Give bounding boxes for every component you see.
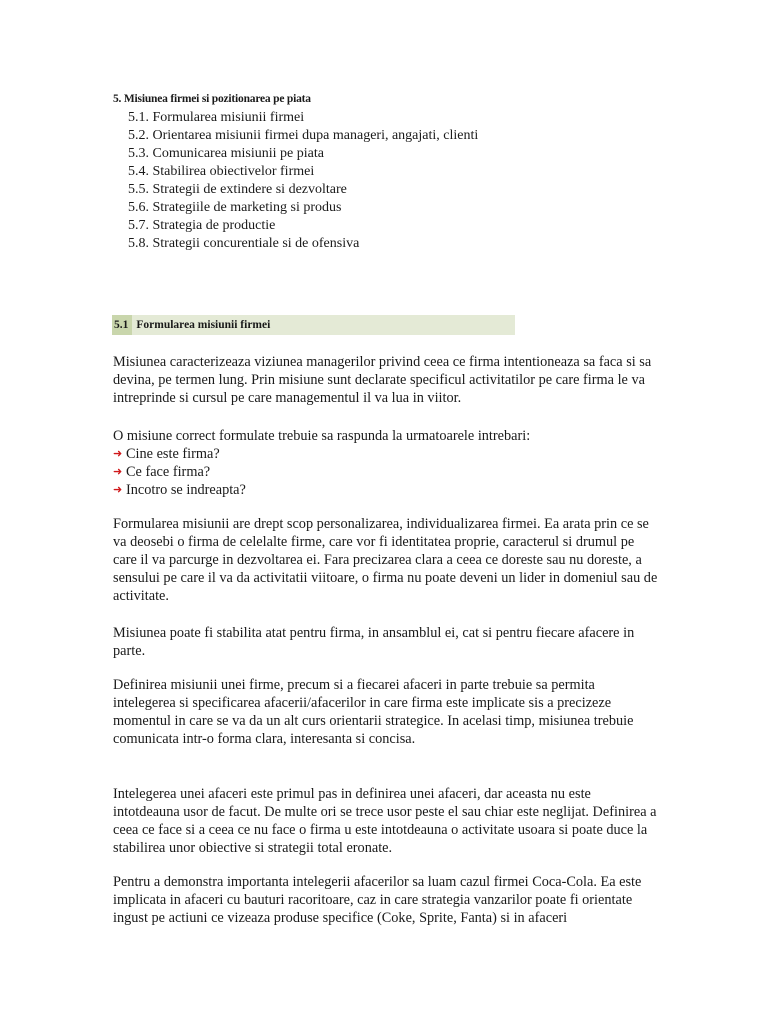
question-text: Incotro se indreapta? — [126, 482, 246, 498]
question-list — [113, 445, 246, 499]
toc-title: 5. Misiunea firmei si pozitionarea pe piata — [113, 93, 311, 105]
list-item — [113, 481, 246, 499]
paragraph-definition: Definirea misiunii unei firme, precum si a fiecarei afaceri in parte trebuie sa permita intelegerea si specificarea afacerii/afacerilor in care firma este implicate sis a precizeze momentul in care se va da un alt curs orientarii strategice. In acelasi timp, misiunea trebuie comunicata intr-o forma clara, interesanta si concisa. — [113, 677, 634, 747]
question-text: Cine este firma? — [126, 446, 220, 462]
question-text: Ce face firma? — [126, 464, 211, 480]
toc-item: 5.1. Formularea misiunii firmei — [128, 110, 305, 125]
toc-item: 5.4. Stabilirea obiectivelor firmei — [128, 164, 315, 179]
list-item — [113, 463, 246, 481]
section-title: Formularea misiunii firmei — [136, 319, 271, 331]
paragraph-formulation-purpose: Formularea misiunii are drept scop personalizarea, individualizarea firmei. Ea arata prin ce se va deosebi o firma de celelalte firme, care vor fi identitatea proprie, caracterul si drumul pe care il va parcurge in dezvoltarea ei. Fara precizarea clara a ceea ce doreste sau nu doreste, a sensului pe care il va da activitatii viitoare, o firma nu poate deveni un lider in domeniul sau de activitate. — [113, 516, 658, 604]
table-of-contents — [128, 109, 478, 253]
toc-item: 5.7. Strategia de productie — [128, 218, 276, 233]
paragraph-understanding: Intelegerea unei afaceri este primul pas in definirea unei afaceri, dar aceasta nu este intotdeauna usor de facut. De multe ori se trece usor peste el sau chiar este neglijat. Definirea a ceea ce face si a ceea ce nu face o firma u este intotdeauna o activitate usoara si poate duce la stabilirea unor obiective si strategii total eronate. — [113, 786, 657, 856]
section-header — [112, 315, 515, 335]
arrow-bullet-icon: ➜ — [113, 448, 123, 460]
arrow-bullet-icon: ➜ — [113, 484, 123, 496]
section-number: 5.1 — [112, 315, 132, 335]
toc-item: 5.2. Orientarea misiunii firmei dupa manageri, angajati, clienti — [128, 128, 479, 143]
paragraph-mission-definition: Misiunea caracterizeaza viziunea managerilor privind ceea ce firma intentioneaza sa faca si sa devina, pe termen lung. Prin misiune sunt declarate specificul activitatilor pe care firma le va intreprinde si cursul pe care managementul il va lua in viitor. — [113, 354, 652, 406]
arrow-bullet-icon: ➜ — [113, 466, 123, 478]
paragraph-scope: Misiunea poate fi stabilita atat pentru firma, in ansamblul ei, cat si pentru fiecare afacere in parte. — [113, 625, 635, 659]
paragraph-coca-cola-example: Pentru a demonstra importanta intelegerii afacerilor sa luam cazul firmei Coca-Cola. Ea este implicata in afaceri cu bauturi racoritoare, caz in care strategia vanzarilor poate fi orientate ingust pe actiuni ce vizeaza produse specifice (Coke, Sprite, Fanta) si in afaceri — [113, 874, 642, 926]
list-item — [113, 445, 246, 463]
toc-item: 5.6. Strategiile de marketing si produs — [128, 200, 342, 215]
toc-item: 5.5. Strategii de extindere si dezvoltare — [128, 182, 347, 197]
paragraph-questions-intro: O misiune correct formulate trebuie sa raspunda la urmatoarele intrebari: — [113, 428, 531, 444]
toc-item: 5.3. Comunicarea misiunii pe piata — [128, 146, 324, 161]
toc-item: 5.8. Strategii concurentiale si de ofensiva — [128, 236, 360, 251]
